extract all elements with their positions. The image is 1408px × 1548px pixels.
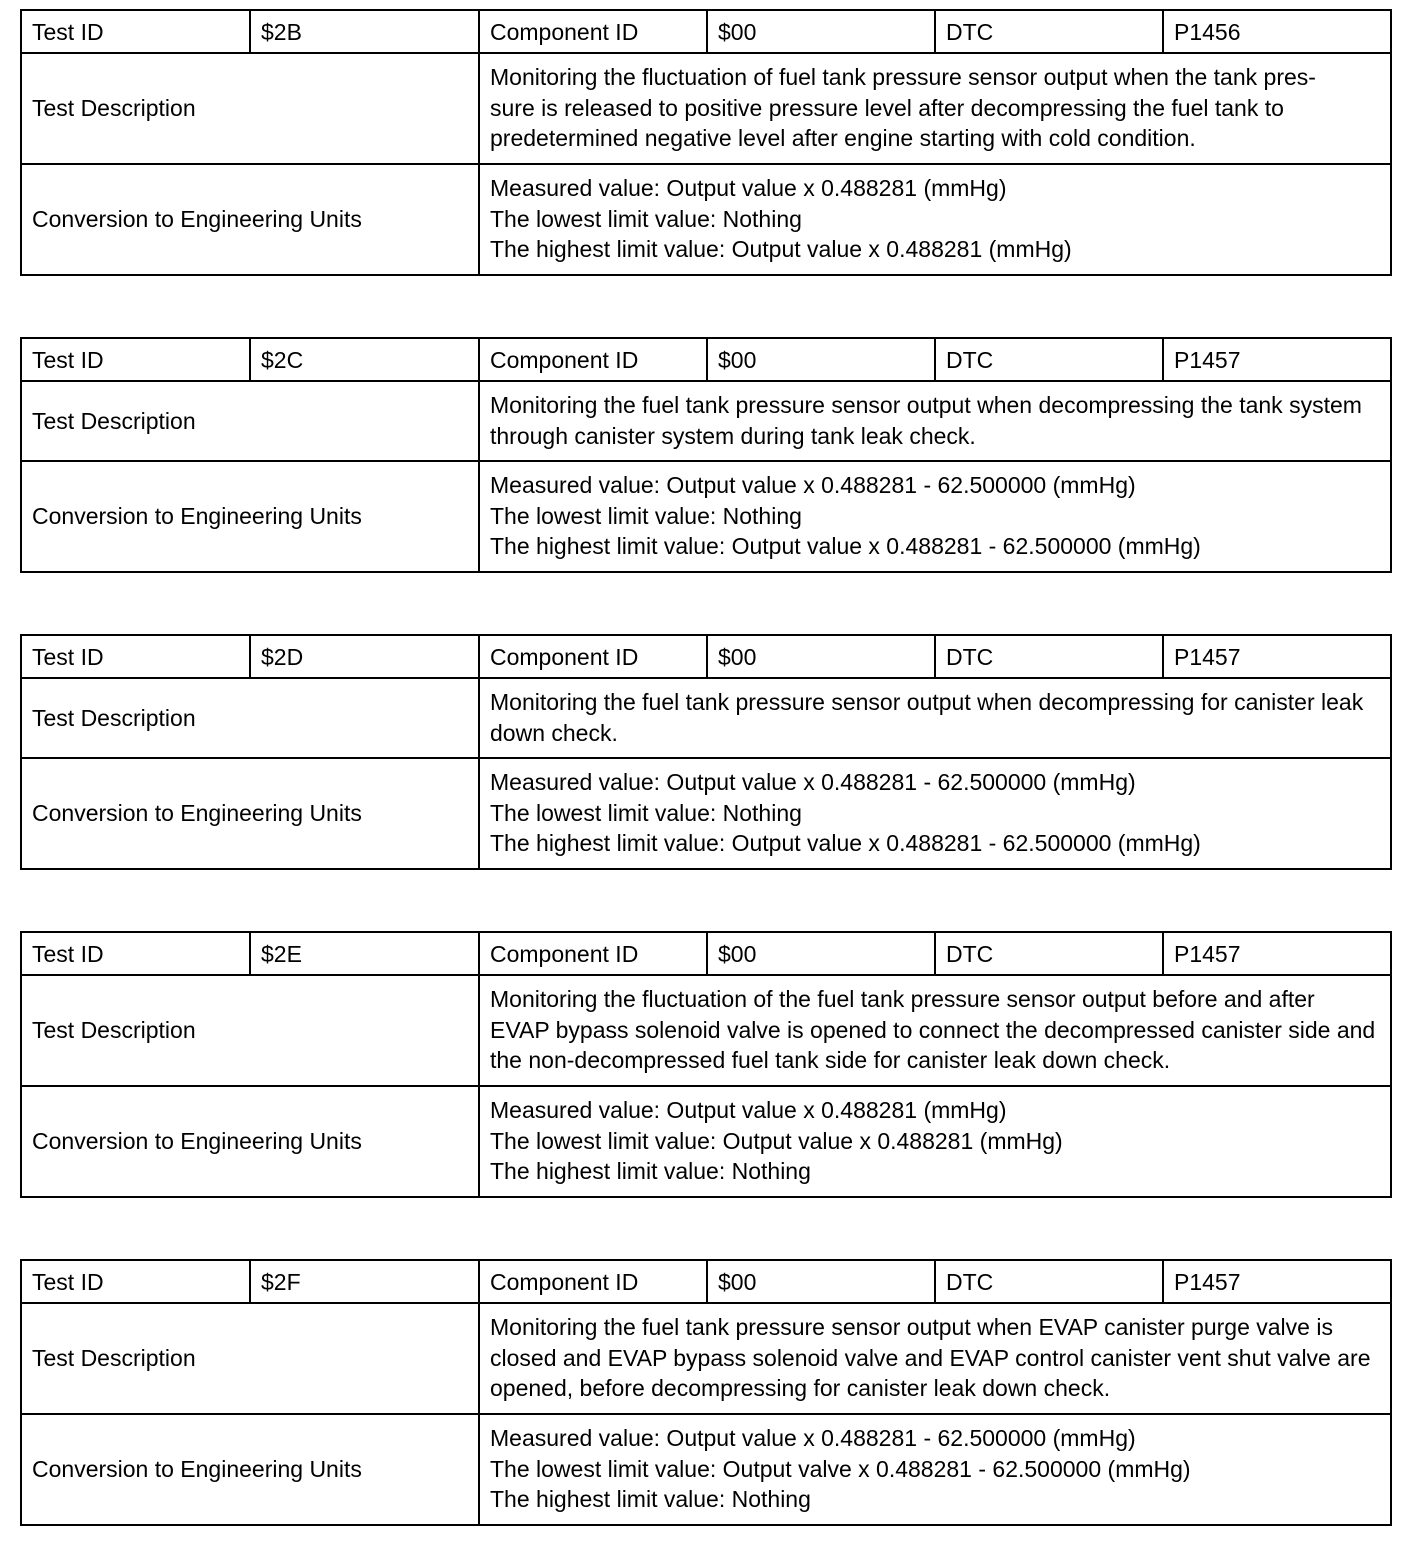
lowest-limit-line: The lowest limit value: Nothing bbox=[490, 502, 802, 529]
highest-limit-line: The highest limit value: Output value x 0.488281 (mmHg) bbox=[490, 236, 1072, 263]
highest-limit-line: The highest limit value: Output value x 0.488281 - 62.500000 (mmHg) bbox=[490, 830, 1201, 857]
description-text: Monitoring the fuel tank pressure sensor output when decompressing the tank system through canister system during tank leak check. bbox=[490, 391, 1362, 449]
header-row bbox=[21, 932, 1391, 975]
test-id-label: Test ID bbox=[21, 10, 250, 53]
description-row bbox=[21, 678, 1391, 758]
conversion-value bbox=[479, 461, 1391, 572]
measured-value-line: Measured value: Output value x 0.488281 - 62.500000 (mmHg) bbox=[490, 472, 1136, 499]
description-row bbox=[21, 53, 1391, 164]
measured-value-line: Measured value: Output value x 0.488281 (mmHg) bbox=[490, 1097, 1007, 1124]
header-row bbox=[21, 338, 1391, 381]
dtc-label: DTC bbox=[935, 338, 1163, 381]
conversion-row bbox=[21, 461, 1391, 572]
conversion-label: Conversion to Engineering Units bbox=[21, 1414, 479, 1525]
test-id-label: Test ID bbox=[21, 932, 250, 975]
conversion-row bbox=[21, 758, 1391, 869]
test-description-value bbox=[479, 53, 1391, 164]
conversion-row bbox=[21, 1414, 1391, 1525]
test-table-2d bbox=[20, 634, 1392, 870]
test-table-2f bbox=[20, 1259, 1392, 1526]
test-description-label: Test Description bbox=[21, 381, 479, 461]
test-table-2c bbox=[20, 337, 1392, 573]
lowest-limit-line: The lowest limit value: Nothing bbox=[490, 205, 802, 232]
component-id-value: $00 bbox=[707, 1260, 935, 1303]
test-id-label: Test ID bbox=[21, 338, 250, 381]
test-id-value: $2C bbox=[250, 338, 479, 381]
component-id-label: Component ID bbox=[479, 1260, 707, 1303]
description-2b-source bbox=[0, 0, 1, 1]
lowest-limit-line: The lowest limit value: Output valve x 0.488281 - 62.500000 (mmHg) bbox=[490, 1455, 1191, 1482]
conversion-row bbox=[21, 1086, 1391, 1197]
highest-limit-line: The highest limit value: Output value x 0.488281 - 62.500000 (mmHg) bbox=[490, 533, 1201, 560]
description-text: Monitoring the fuel tank pressure sensor output when decompressing for canister leak down check. bbox=[490, 688, 1364, 746]
conversion-label: Conversion to Engineering Units bbox=[21, 1086, 479, 1197]
description-line: predetermined negative level after engine starting with cold condition. bbox=[490, 125, 1196, 152]
conversion-value bbox=[479, 1414, 1391, 1525]
test-description-value bbox=[479, 381, 1391, 461]
description-line: sure is released to positive pressure level after decompressing the fuel tank to bbox=[490, 94, 1284, 121]
description-row bbox=[21, 1303, 1391, 1414]
lowest-limit-line: The lowest limit value: Nothing bbox=[490, 799, 802, 826]
measured-value-line: Measured value: Output value x 0.488281 - 62.500000 (mmHg) bbox=[490, 1425, 1136, 1452]
component-id-label: Component ID bbox=[479, 10, 707, 53]
test-description-label: Test Description bbox=[21, 678, 479, 758]
description-text: Monitoring the fluctuation of the fuel tank pressure sensor output before and after EVAP bypass solenoid valve is opened to connect the decompressed canister side and the non-decompressed fuel tank side for canister leak down check. bbox=[490, 986, 1376, 1074]
conversion-value bbox=[479, 164, 1391, 275]
conversion-label: Conversion to Engineering Units bbox=[21, 758, 479, 869]
test-description-value bbox=[479, 1303, 1391, 1414]
description-row bbox=[21, 975, 1391, 1086]
description-row bbox=[21, 381, 1391, 461]
component-id-label: Component ID bbox=[479, 338, 707, 381]
test-id-value: $2D bbox=[250, 635, 479, 678]
test-description-value bbox=[479, 975, 1391, 1086]
dtc-value: P1457 bbox=[1163, 338, 1391, 381]
measured-value-line: Measured value: Output value x 0.488281 - 62.500000 (mmHg) bbox=[490, 769, 1136, 796]
dtc-value: P1457 bbox=[1163, 635, 1391, 678]
conversion-label: Conversion to Engineering Units bbox=[21, 164, 479, 275]
lowest-limit-line: The lowest limit value: Output value x 0.488281 (mmHg) bbox=[490, 1127, 1063, 1154]
dtc-label: DTC bbox=[935, 1260, 1163, 1303]
highest-limit-line: The highest limit value: Nothing bbox=[490, 1486, 811, 1513]
component-id-label: Component ID bbox=[479, 635, 707, 678]
dtc-value: P1457 bbox=[1163, 1260, 1391, 1303]
test-id-value: $2F bbox=[250, 1260, 479, 1303]
dtc-value: P1457 bbox=[1163, 932, 1391, 975]
dtc-value: P1456 bbox=[1163, 10, 1391, 53]
component-id-value: $00 bbox=[707, 932, 935, 975]
conversion-value bbox=[479, 758, 1391, 869]
component-id-label: Component ID bbox=[479, 932, 707, 975]
conversion-value bbox=[479, 1086, 1391, 1197]
header-row bbox=[21, 635, 1391, 678]
header-row bbox=[21, 1260, 1391, 1303]
component-id-value: $00 bbox=[707, 338, 935, 381]
conversion-row bbox=[21, 164, 1391, 275]
component-id-value: $00 bbox=[707, 10, 935, 53]
test-id-value: $2E bbox=[250, 932, 479, 975]
test-table-2b bbox=[20, 9, 1392, 276]
test-description-label: Test Description bbox=[21, 975, 479, 1086]
component-id-value: $00 bbox=[707, 635, 935, 678]
test-description-label: Test Description bbox=[21, 1303, 479, 1414]
description-text: Monitoring the fuel tank pressure sensor output when EVAP canister purge valve is closed and EVAP bypass solenoid valve and EVAP control canister vent shut valve are opened, before decompressing for canister leak down check. bbox=[490, 1314, 1371, 1402]
test-description-value bbox=[479, 678, 1391, 758]
test-id-label: Test ID bbox=[21, 635, 250, 678]
test-id-label: Test ID bbox=[21, 1260, 250, 1303]
measured-value-line: Measured value: Output value x 0.488281 (mmHg) bbox=[490, 175, 1007, 202]
highest-limit-line: The highest limit value: Nothing bbox=[490, 1158, 811, 1185]
test-id-value: $2B bbox=[250, 10, 479, 53]
header-row bbox=[21, 10, 1391, 53]
conversion-label: Conversion to Engineering Units bbox=[21, 461, 479, 572]
dtc-label: DTC bbox=[935, 932, 1163, 975]
test-description-label: Test Description bbox=[21, 53, 479, 164]
dtc-label: DTC bbox=[935, 635, 1163, 678]
dtc-label: DTC bbox=[935, 10, 1163, 53]
description-line: Monitoring the fluctuation of fuel tank pressure sensor output when the tank pres- bbox=[490, 64, 1316, 91]
test-table-2e bbox=[20, 931, 1392, 1198]
